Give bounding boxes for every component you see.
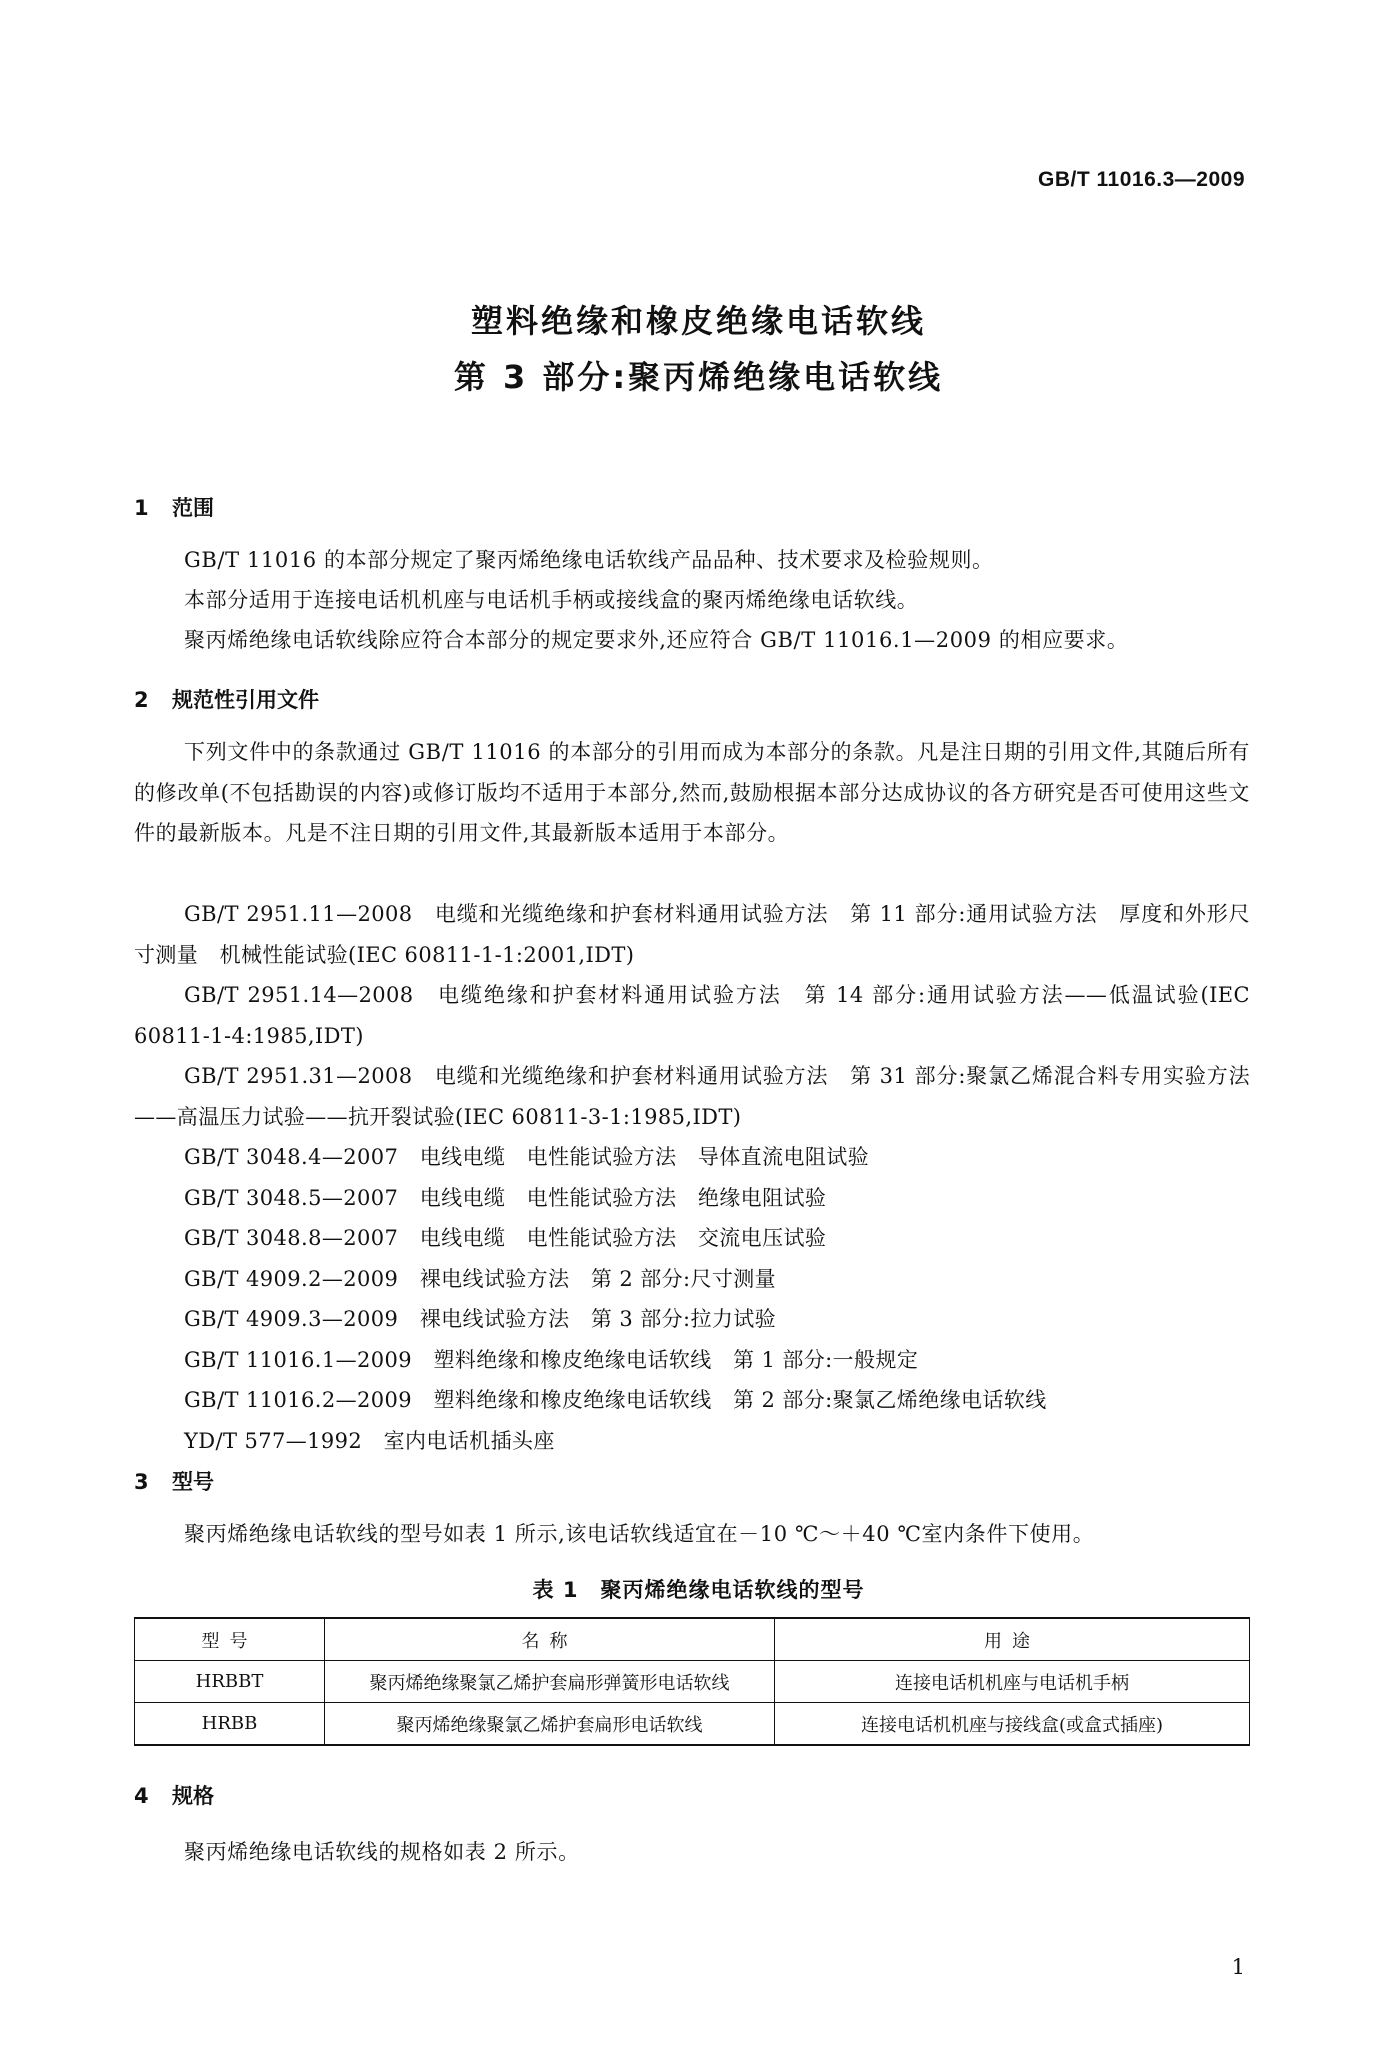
document-title-main: 塑料绝缘和橡皮绝缘电话软线 bbox=[470, 302, 926, 340]
standard-code: GB/T 11016.3—2009 bbox=[1038, 168, 1245, 191]
reference-item: GB/T 11016.2—2009 塑料绝缘和橡皮绝缘电话软线 第 2 部分:聚氯乙烯绝缘电话软线 bbox=[184, 1388, 1047, 1412]
section-number: 3 bbox=[134, 1470, 149, 1494]
section-2-intro: 下列文件中的条款通过 GB/T 11016 的本部分的引用而成为本部分的条款。凡是注日期的引用文件,其随后所有的修改单(不包括勘误的内容)或修订版均不适用于本部分,然而,鼓励根据本部分达成协议的各方研究是否可使用这些文件的最新版本。凡是不注日期的引用文件,其最新版本适用于本部分。 bbox=[134, 740, 1250, 845]
table-row bbox=[135, 1703, 1250, 1746]
table-cell: 聚丙烯绝缘聚氯乙烯护套扁形弹簧形电话软线 bbox=[325, 1661, 775, 1703]
section-number: 2 bbox=[134, 688, 149, 712]
section-4-paragraph: 聚丙烯绝缘电话软线的规格如表 2 所示。 bbox=[184, 1840, 580, 1864]
section-number: 4 bbox=[134, 1784, 149, 1808]
reference-item: GB/T 11016.1—2009 塑料绝缘和橡皮绝缘电话软线 第 1 部分:一般规定 bbox=[184, 1347, 919, 1372]
section-title: 规范性引用文件 bbox=[172, 688, 319, 712]
section-1-paragraph: 聚丙烯绝缘电话软线除应符合本部分的规定要求外,还应符合 GB/T 11016.1—2009 的相应要求。 bbox=[184, 628, 1129, 652]
table-header-row bbox=[135, 1618, 1250, 1661]
section-1-paragraph: GB/T 11016 的本部分规定了聚丙烯绝缘电话软线产品品种、技术要求及检验规则。 bbox=[184, 548, 994, 572]
reference-item: GB/T 2951.11—2008 电缆和光缆绝缘和护套材料通用试验方法 第 11 部分:通用试验方法 厚度和外形尺寸测量 机械性能试验(IEC 60811-1-1:2001,IDT) bbox=[134, 902, 1250, 967]
section-title: 范围 bbox=[172, 496, 214, 520]
section-3-paragraph: 聚丙烯绝缘电话软线的型号如表 1 所示,该电话软线适宜在－10 ℃～＋40 ℃室内条件下使用。 bbox=[184, 1522, 1095, 1546]
section-4-heading bbox=[134, 1780, 214, 1810]
reference-item: GB/T 3048.4—2007 电线电缆 电性能试验方法 导体直流电阻试验 bbox=[184, 1145, 870, 1169]
table-cell: HRBB bbox=[135, 1703, 325, 1746]
table-1-caption: 表 1 聚丙烯绝缘电话软线的型号 bbox=[532, 1578, 865, 1602]
section-3-heading bbox=[134, 1466, 214, 1496]
reference-item: GB/T 3048.5—2007 电线电缆 电性能试验方法 绝缘电阻试验 bbox=[184, 1185, 827, 1210]
reference-item: GB/T 4909.2—2009 裸电线试验方法 第 2 部分:尺寸测量 bbox=[184, 1266, 777, 1291]
table-cell: 连接电话机机座与接线盒(或盒式插座) bbox=[775, 1703, 1250, 1746]
section-number: 1 bbox=[134, 496, 149, 520]
table-cell: HRBBT bbox=[135, 1661, 325, 1703]
reference-item: GB/T 2951.14—2008 电缆绝缘和护套材料通用试验方法 第 14 部分:通用试验方法——低温试验(IEC 60811-1-4:1985,IDT) bbox=[134, 983, 1250, 1048]
table-header-cell: 名称 bbox=[325, 1618, 775, 1661]
document-title-part: 第 3 部分:聚丙烯绝缘电话软线 bbox=[453, 358, 944, 396]
page-number: 1 bbox=[1231, 1955, 1245, 1979]
model-table bbox=[134, 1617, 1250, 1746]
section-2-heading bbox=[134, 684, 319, 714]
table-header-cell: 型号 bbox=[135, 1618, 325, 1661]
section-1-heading bbox=[134, 492, 214, 522]
reference-item: GB/T 4909.3—2009 裸电线试验方法 第 3 部分:拉力试验 bbox=[184, 1307, 777, 1331]
normative-references-list bbox=[134, 894, 1250, 1461]
reference-item: YD/T 577—1992 室内电话机插头座 bbox=[184, 1428, 555, 1453]
table-cell: 连接电话机机座与电话机手柄 bbox=[775, 1661, 1250, 1703]
section-title: 型号 bbox=[172, 1470, 214, 1494]
section-title: 规格 bbox=[172, 1784, 214, 1808]
table-cell: 聚丙烯绝缘聚氯乙烯护套扁形电话软线 bbox=[325, 1703, 775, 1746]
table-row bbox=[135, 1661, 1250, 1703]
table-header-cell: 用途 bbox=[775, 1618, 1250, 1661]
section-1-paragraph: 本部分适用于连接电话机机座与电话机手柄或接线盒的聚丙烯绝缘电话软线。 bbox=[184, 588, 919, 612]
reference-item: GB/T 2951.31—2008 电缆和光缆绝缘和护套材料通用试验方法 第 31 部分:聚氯乙烯混合料专用实验方法——高温压力试验——抗开裂试验(IEC 60811-3-1:1985,IDT) bbox=[134, 1064, 1250, 1129]
reference-item: GB/T 3048.8—2007 电线电缆 电性能试验方法 交流电压试验 bbox=[184, 1226, 827, 1250]
